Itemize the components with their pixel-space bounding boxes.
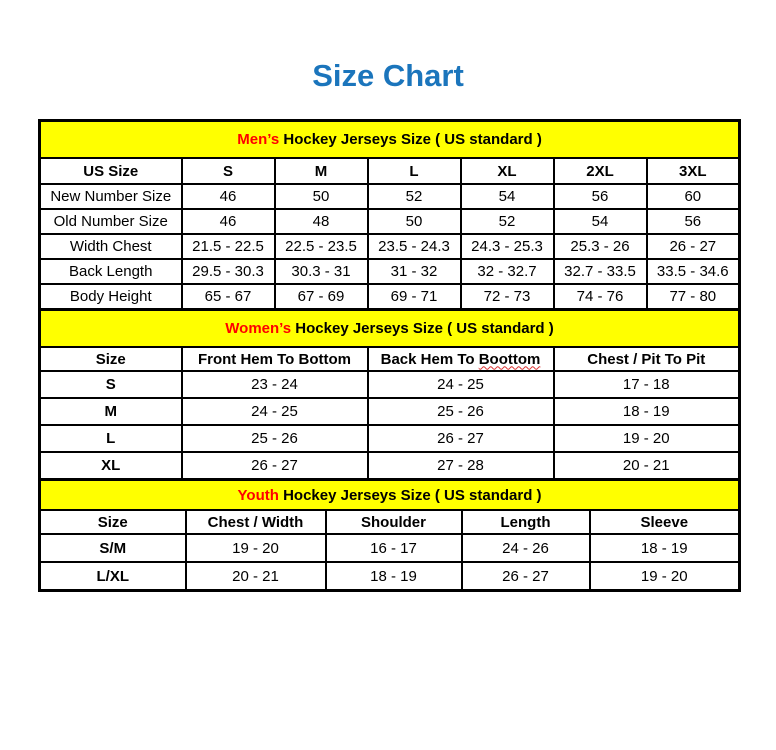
cell-value: 23.5 - 24.3 [368, 234, 461, 259]
cell-value: 24 - 25 [182, 398, 368, 425]
mens-size-table [38, 119, 741, 311]
cell-value: 32 - 32.7 [461, 259, 554, 284]
cell-value: 69 - 71 [368, 284, 461, 310]
cell-value: 67 - 69 [275, 284, 368, 310]
cell-value: 24 - 26 [462, 534, 590, 562]
row-label: Body Height [40, 284, 182, 310]
cell-value: 60 [647, 184, 740, 209]
cell-value: 19 - 20 [554, 425, 740, 452]
mens-caption [40, 121, 740, 159]
cell-value: 29.5 - 30.3 [182, 259, 275, 284]
table-row [40, 259, 740, 284]
cell-value: 18 - 19 [326, 562, 462, 591]
cell-value: 56 [554, 184, 647, 209]
womens-col-size: Size [40, 347, 182, 371]
cell-value: 24 - 25 [368, 371, 554, 398]
cell-value: 31 - 32 [368, 259, 461, 284]
cell-value: 16 - 17 [326, 534, 462, 562]
womens-col-front-hem: Front Hem To Bottom [182, 347, 368, 371]
cell-value: 23 - 24 [182, 371, 368, 398]
size-tables-container [38, 119, 738, 592]
page-title: Size Chart [312, 58, 464, 93]
womens-size-table [38, 308, 741, 481]
table-row [40, 371, 740, 398]
cell-value: 26 - 27 [462, 562, 590, 591]
cell-value: 56 [647, 209, 740, 234]
cell-value: 25.3 - 26 [554, 234, 647, 259]
cell-value: 19 - 20 [590, 562, 740, 591]
cell-value: 54 [554, 209, 647, 234]
cell-value: 27 - 28 [368, 452, 554, 480]
row-label: L [40, 425, 182, 452]
mens-caption-rest: Hockey Jerseys Size ( US standard ) [279, 131, 542, 148]
row-label: S/M [40, 534, 186, 562]
youth-size-table [38, 478, 741, 592]
womens-col-back-hem-prefix: Back Hem To [380, 350, 479, 368]
misspelled-word: Boottom [478, 350, 541, 368]
youth-header-row [40, 510, 740, 534]
cell-value: 20 - 21 [554, 452, 740, 480]
youth-col-shoulder: Shoulder [326, 510, 462, 534]
youth-caption-row [40, 480, 740, 511]
womens-caption-highlight: Women’s [225, 320, 292, 337]
cell-value: 74 - 76 [554, 284, 647, 310]
cell-value: 77 - 80 [647, 284, 740, 310]
cell-value: 22.5 - 23.5 [275, 234, 368, 259]
row-label: Back Length [40, 259, 182, 284]
row-label: Width Chest [40, 234, 182, 259]
youth-col-chest-width: Chest / Width [186, 510, 326, 534]
youth-col-size: Size [40, 510, 186, 534]
row-label: L/XL [40, 562, 186, 591]
cell-value: 46 [182, 209, 275, 234]
mens-col-xl: XL [461, 158, 554, 184]
cell-value: 30.3 - 31 [275, 259, 368, 284]
womens-col-chest: Chest / Pit To Pit [554, 347, 740, 371]
table-row [40, 234, 740, 259]
cell-value: 25 - 26 [368, 398, 554, 425]
cell-value: 18 - 19 [590, 534, 740, 562]
youth-caption [40, 480, 740, 511]
cell-value: 33.5 - 34.6 [647, 259, 740, 284]
cell-value: 52 [461, 209, 554, 234]
size-chart-page [0, 58, 776, 592]
mens-col-us-size: US Size [40, 158, 182, 184]
cell-value: 17 - 18 [554, 371, 740, 398]
youth-caption-highlight: Youth [237, 486, 279, 504]
youth-col-length: Length [462, 510, 590, 534]
cell-value: 18 - 19 [554, 398, 740, 425]
cell-value: 50 [368, 209, 461, 234]
cell-value: 26 - 27 [368, 425, 554, 452]
table-row [40, 209, 740, 234]
womens-caption-rest: Hockey Jerseys Size ( US standard ) [291, 320, 554, 337]
womens-caption [40, 310, 740, 348]
womens-header-row [40, 347, 740, 371]
cell-value: 54 [461, 184, 554, 209]
cell-value: 25 - 26 [182, 425, 368, 452]
table-row [40, 398, 740, 425]
cell-value: 21.5 - 22.5 [182, 234, 275, 259]
womens-caption-row [40, 310, 740, 348]
youth-col-sleeve: Sleeve [590, 510, 740, 534]
row-label: S [40, 371, 182, 398]
table-row [40, 562, 740, 591]
mens-col-m: M [275, 158, 368, 184]
row-label: New Number Size [40, 184, 182, 209]
table-row [40, 184, 740, 209]
cell-value: 32.7 - 33.5 [554, 259, 647, 284]
cell-value: 72 - 73 [461, 284, 554, 310]
cell-value: 65 - 67 [182, 284, 275, 310]
mens-col-3xl: 3XL [647, 158, 740, 184]
table-row [40, 452, 740, 480]
mens-header-row [40, 158, 740, 184]
mens-caption-highlight: Men’s [237, 131, 280, 148]
cell-value: 19 - 20 [186, 534, 326, 562]
cell-value: 48 [275, 209, 368, 234]
row-label: Old Number Size [40, 209, 182, 234]
cell-value: 50 [275, 184, 368, 209]
mens-col-l: L [368, 158, 461, 184]
row-label: XL [40, 452, 182, 480]
cell-value: 20 - 21 [186, 562, 326, 591]
table-row [40, 534, 740, 562]
womens-col-back-hem [368, 347, 554, 371]
cell-value: 26 - 27 [647, 234, 740, 259]
row-label: M [40, 398, 182, 425]
youth-caption-rest: Hockey Jerseys Size ( US standard ) [278, 486, 542, 504]
cell-value: 52 [368, 184, 461, 209]
cell-value: 24.3 - 25.3 [461, 234, 554, 259]
cell-value: 46 [182, 184, 275, 209]
table-row [40, 284, 740, 310]
mens-caption-row [40, 121, 740, 159]
mens-col-2xl: 2XL [554, 158, 647, 184]
mens-col-s: S [182, 158, 275, 184]
table-row [40, 425, 740, 452]
cell-value: 26 - 27 [182, 452, 368, 480]
